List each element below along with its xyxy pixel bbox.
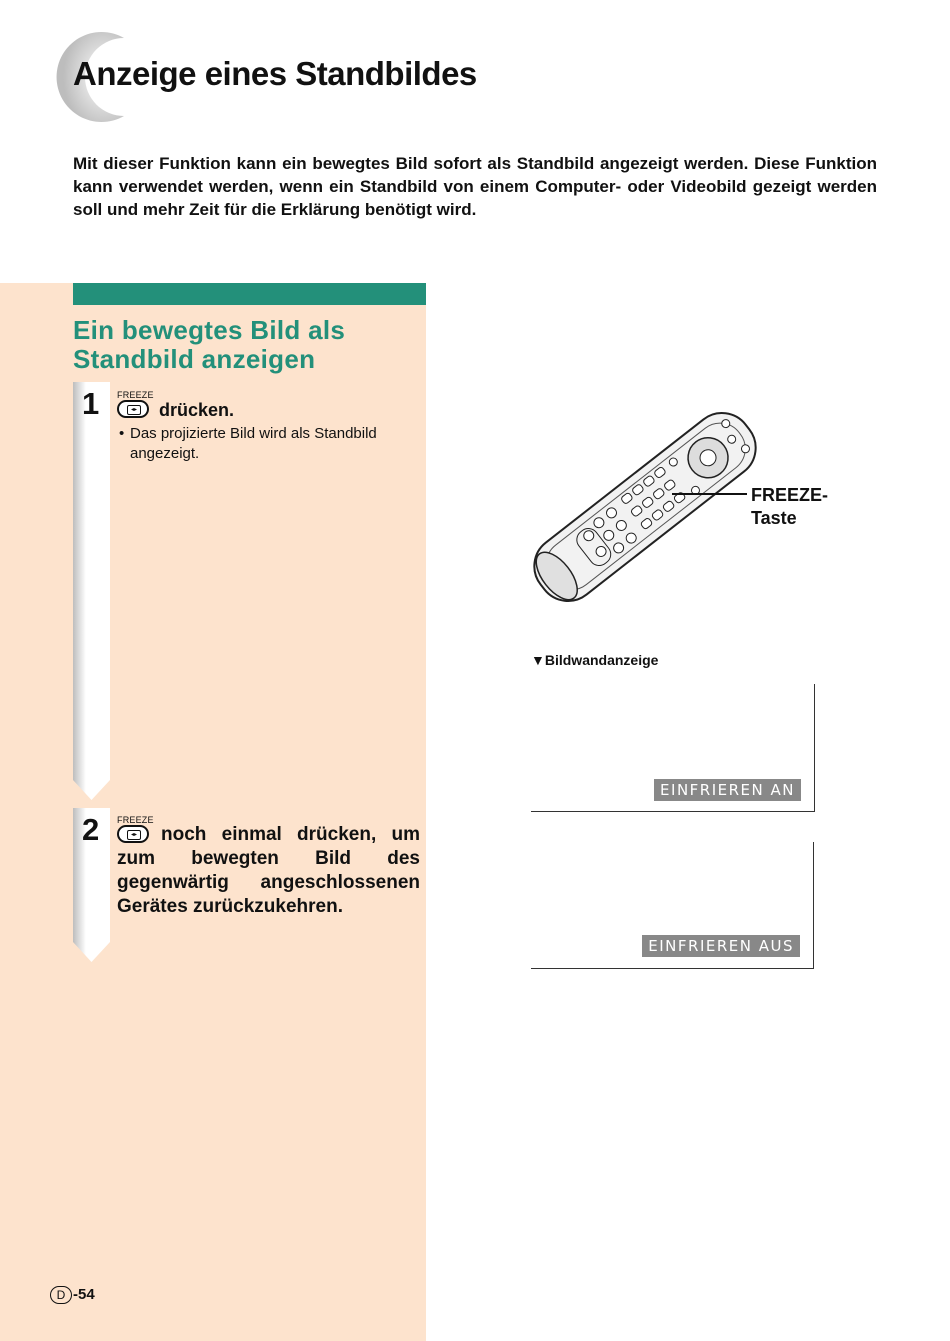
freeze-button-label: FREEZE	[117, 815, 154, 825]
step-1-number-wrap	[73, 382, 110, 432]
freeze-callout-line1: FREEZE-	[751, 485, 829, 505]
screen-example-freeze-off	[531, 842, 814, 969]
freeze-button-icon: ◂▸	[117, 400, 149, 418]
freeze-button-label: FREEZE	[117, 390, 154, 400]
screen-display-label-text: Bildwandanzeige	[544, 652, 659, 668]
osd-freeze-off: EINFRIEREN AUS	[642, 935, 800, 957]
step-1-bullet-text: Das projizierte Bild wird als Standbild angezeigt.	[130, 425, 377, 462]
page-title: Anzeige eines Standbildes	[73, 55, 477, 92]
step-1-number: 1	[82, 386, 100, 421]
freeze-button-icon: ◂▸	[117, 825, 149, 843]
page-number	[50, 1286, 95, 1304]
page-prefix: D	[50, 1286, 72, 1304]
freeze-callout-line2: Taste	[751, 508, 797, 528]
triangle-down-icon: ▼	[531, 652, 545, 668]
step-1-title: drücken.	[159, 400, 235, 420]
step-2-number: 2	[82, 812, 100, 847]
section-title	[73, 316, 423, 374]
section-accent-bar	[73, 283, 426, 305]
step-2-text: noch einmal drücken, um zum bewegten Bild des gegenwärtig angeschlossenen Gerätes zurückzukehren.	[117, 824, 420, 917]
screen-display-label	[531, 652, 658, 668]
bullet-icon: •	[119, 425, 125, 442]
screen-example-freeze-on	[531, 684, 815, 812]
step-1-button-graphic	[117, 390, 154, 418]
section-title-line2: Standbild anzeigen	[73, 344, 316, 374]
freeze-callout-line	[672, 493, 747, 495]
intro-paragraph: Mit dieser Funktion kann ein bewegtes Bild sofort als Standbild angezeigt werden. Diese Funktion kann verwendet werden, wenn ein Standbild von einem Computer- oder Videobild gezeigt werden soll und mehr Zeit für die Erklärung benötigt wird.	[73, 154, 877, 219]
page-number-value: -54	[73, 1286, 95, 1303]
section-title-line1: Ein bewegtes Bild als	[73, 315, 346, 345]
remote-control-illustration	[520, 395, 770, 620]
freeze-callout-label	[751, 484, 828, 530]
step-2-number-wrap	[73, 808, 110, 858]
step-1-tab	[73, 382, 110, 802]
osd-freeze-on: EINFRIEREN AN	[654, 779, 801, 801]
